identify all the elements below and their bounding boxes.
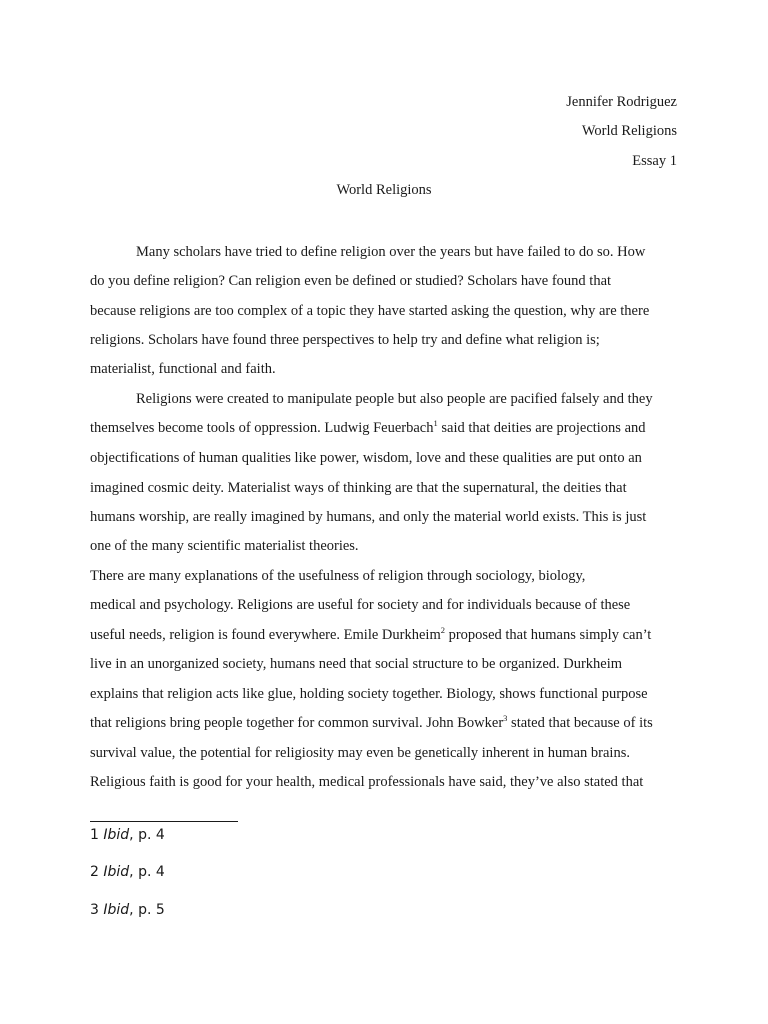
footnote-page: , p. 4 <box>129 827 165 843</box>
body-line: imagined cosmic deity. Materialist ways of thinking are that the supernatural, the deities that <box>90 480 627 496</box>
body-line <box>90 715 653 732</box>
footnote-separator <box>90 821 238 822</box>
footnote-ref-1[interactable]: 1 <box>433 418 438 428</box>
author-name: Jennifer Rodriguez <box>566 94 677 110</box>
course-name: World Religions <box>581 123 677 139</box>
body-line: materialist, functional and faith. <box>90 361 276 377</box>
body-line: religions. Scholars have found three perspectives to help try and define what religion is; <box>90 332 600 348</box>
body-line: because religions are too complex of a topic they have started asking the question, why are there <box>90 303 650 319</box>
footnote-source: Ibid <box>103 864 130 880</box>
body-line: Religious faith is good for your health, medical professionals have said, they’ve also stated that <box>90 774 644 790</box>
body-line: objectifications of human qualities like power, wisdom, love and these qualities are put onto an <box>90 450 642 466</box>
body-line: one of the many scientific materialist theories. <box>90 538 359 554</box>
footnote-ref-3[interactable]: 3 <box>503 713 508 723</box>
footnote-source: Ibid <box>103 902 130 918</box>
body-line: explains that religion acts like glue, holding society together. Biology, shows functional purpose <box>90 686 648 702</box>
footnote-ref-2[interactable]: 2 <box>440 625 445 635</box>
footnote-3 <box>90 902 165 918</box>
body-line <box>90 627 651 644</box>
body-line: Religions were created to manipulate people but also people are pacified falsely and they <box>136 391 653 407</box>
footnote-number: 2 <box>90 864 99 880</box>
body-line: survival value, the potential for religiosity may even be genetically inherent in human brains. <box>90 745 630 761</box>
footnote-number: 3 <box>90 902 99 918</box>
footnote-source: Ibid <box>103 827 130 843</box>
body-line: Many scholars have tried to define religion over the years but have failed to do so. How <box>136 244 646 260</box>
body-text: stated that because of its <box>507 715 653 731</box>
body-line: There are many explanations of the usefulness of religion through sociology, biology, <box>90 568 586 584</box>
body-line: medical and psychology. Religions are useful for society and for individuals because of these <box>90 597 631 613</box>
body-line: humans worship, are really imagined by humans, and only the material world exists. This is just <box>90 509 647 525</box>
body-line: do you define religion? Can religion even be defined or studied? Scholars have found that <box>90 273 612 289</box>
assignment-label: Essay 1 <box>632 153 677 169</box>
body-text: useful needs, religion is found everywhere. Emile Durkheim <box>90 627 441 643</box>
essay-title: World Religions <box>336 182 432 198</box>
body-text: that religions bring people together for common survival. John Bowker <box>90 715 504 731</box>
footnote-number: 1 <box>90 827 99 843</box>
footnote-page: , p. 4 <box>129 864 165 880</box>
body-text: proposed that humans simply can’t <box>444 627 652 643</box>
footnote-1 <box>90 827 165 843</box>
body-text: said that deities are projections and <box>437 420 646 436</box>
footnote-2 <box>90 864 165 880</box>
footnote-page: , p. 5 <box>129 902 165 918</box>
body-line: live in an unorganized society, humans need that social structure to be organized. Durkheim <box>90 656 623 672</box>
body-text: themselves become tools of oppression. Ludwig Feuerbach <box>90 420 434 436</box>
body-line <box>90 420 646 437</box>
